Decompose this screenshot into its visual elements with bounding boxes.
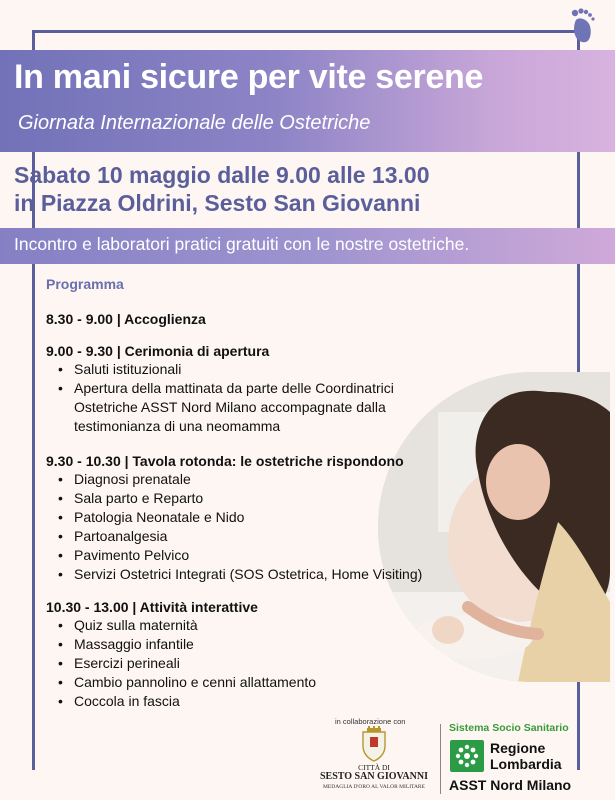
section-heading: 10.30 - 13.00 | Attività interattive [46, 599, 258, 615]
regione-label-line1: Regione [490, 740, 546, 756]
list-item-continued: Ostetriche ASST Nord Milano accompagnate dalla [74, 399, 386, 415]
footer-divider [440, 724, 441, 794]
list-item: • Patologia Neonatale e Nido [58, 508, 422, 527]
list-item: • Esercizi perineali [58, 654, 316, 673]
list-item: • Sala parto e Reparto [58, 489, 422, 508]
list-item: • Partoanalgesia [58, 527, 422, 546]
sesto-label-line1: CITTÀ DI [358, 763, 390, 772]
list-item: • Diagnosi prenatale [58, 470, 422, 489]
asst-label: ASST Nord Milano [449, 777, 572, 793]
sistema-label: Sistema Socio Sanitario [449, 722, 569, 734]
list-item: • Quiz sulla maternità [58, 616, 316, 635]
list-item-continued: testimonianza di una neomamma [74, 418, 281, 434]
list-item: • Saluti istituzionali [58, 360, 394, 379]
section-heading: 9.30 - 10.30 | Tavola rotonda: le ostetriche rispondono [46, 453, 404, 469]
list-item: • Apertura della mattinata da parte delle Coordinatrici [58, 379, 394, 398]
list-item: • Cambio pannolino e cenni allattamento [58, 673, 316, 692]
event-date: Sabato 10 maggio dalle 9.00 alle 13.00 [14, 162, 430, 188]
sesto-label-line2: SESTO SAN GIOVANNI [319, 771, 428, 782]
page-title: In mani sicure per vite serene [14, 58, 484, 96]
intro-text: Incontro e laboratori pratici gratuiti con le nostre ostetriche. [14, 234, 470, 254]
list-item: • Massaggio infantile [58, 635, 316, 654]
section-heading: 8.30 - 9.00 | Accoglienza [46, 311, 206, 327]
sesto-crest-icon [359, 726, 389, 762]
footprint-icon [566, 6, 602, 46]
section-list [58, 470, 422, 584]
list-item: • Pavimento Pelvico [58, 546, 422, 565]
program-label: Programma [46, 276, 124, 292]
regione-label-line2: Lombardia [490, 756, 562, 772]
sesto-label-line3: MEDAGLIA D'ORO AL VALOR MILITARE [323, 784, 425, 790]
section-list [58, 360, 394, 436]
section-list [58, 616, 316, 711]
list-item: • Servizi Ostetrici Integrati (SOS Ostetrica, Home Visiting) [58, 565, 422, 584]
list-item: • Coccola in fascia [58, 692, 316, 711]
event-location: in Piazza Oldrini, Sesto San Giovanni [14, 190, 421, 216]
lombardia-rose-icon [450, 740, 484, 772]
collab-label: in collaborazione con [335, 717, 406, 726]
page-subtitle: Giornata Internazionale delle Ostetriche [18, 112, 371, 134]
section-heading: 9.00 - 9.30 | Cerimonia di apertura [46, 343, 270, 359]
